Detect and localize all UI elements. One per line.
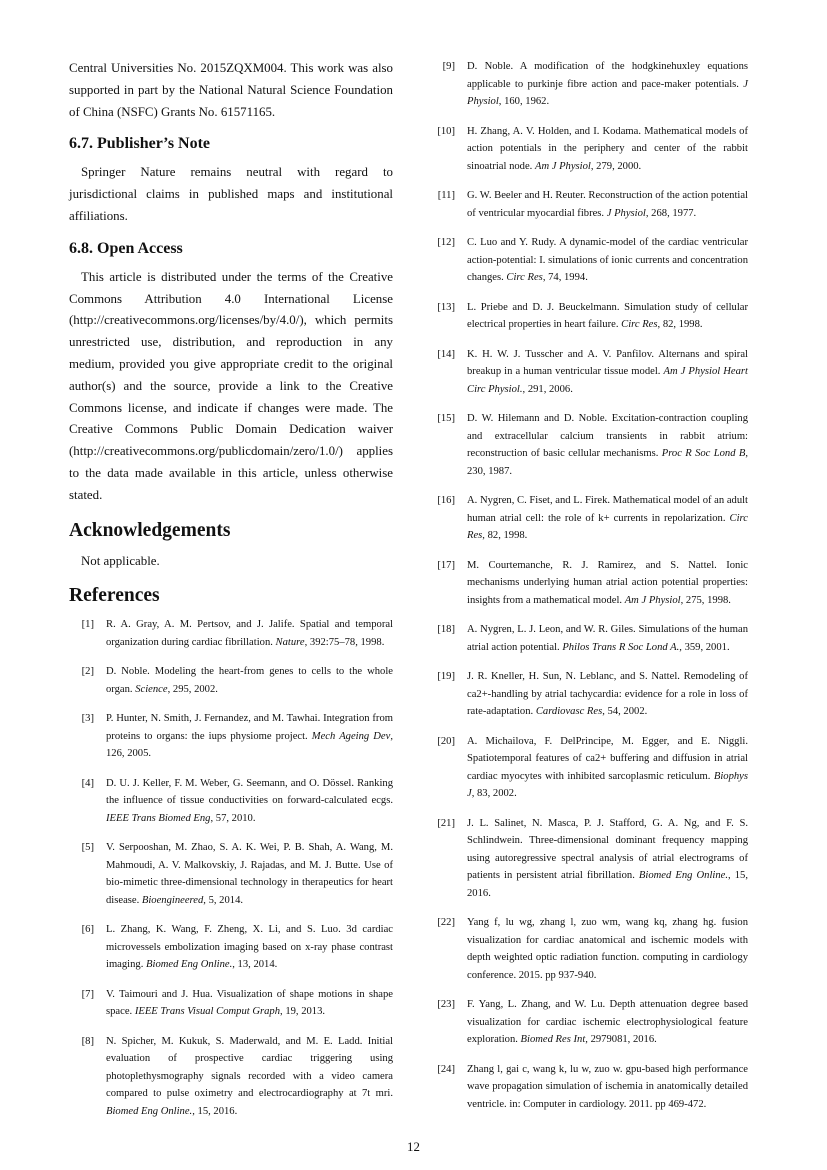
reference-details: , 83, 2002. [471, 788, 517, 799]
reference-details: , 15, 2016. [467, 870, 748, 899]
reference-text: F. Yang, L. Zhang, and W. Lu. Depth attenuation degree based visualization for cardiac ischemic electrophysiological feature exploration. [467, 999, 748, 1045]
reference-number: [14] [437, 348, 455, 360]
reference-number: [7] [81, 988, 94, 1000]
reference-details: , 5, 2014. [203, 894, 244, 906]
reference-journal: Biomed Eng Online. [638, 870, 728, 881]
reference-number: [10] [437, 125, 455, 137]
reference-details: , 359, 2001. [679, 641, 730, 653]
reference-item [425, 815, 748, 903]
reference-number: [3] [81, 713, 94, 725]
reference-details: , 392:75–78, 1998. [304, 636, 385, 648]
reference-item [69, 775, 393, 828]
reference-item [425, 187, 748, 222]
reference-text: J. R. Kneller, H. Sun, N. Leblanc, and S. Nattel. Remodeling of ca2+-handling by atrial tachycardia: evidence for a role in loss of rate-adaptation. [467, 671, 748, 717]
reference-text: D. Noble. A modification of the hodgkinehuxley equations applicable to purkinje fibre action and pace-maker potentials. [467, 61, 748, 90]
reference-journal: Biomed Eng Online. [106, 1105, 193, 1117]
reference-journal: Am J Physiol Heart Circ Physiol. [467, 366, 748, 395]
reference-text: N. Spicher, M. Kukuk, S. Maderwald, and M. E. Ladd. Initial evaluation of prospective cardiac triggering using photoplethysmography signals recorded with a video camera compared to pulse oximetry and electrocardiography at 7t mri. [106, 1035, 393, 1100]
reference-details: , 160, 1962. [498, 96, 550, 107]
reference-number: [17] [437, 559, 455, 571]
reference-journal: J Physiol [467, 78, 748, 107]
reference-text: C. Luo and Y. Rudy. A dynamic-model of the cardiac ventricular action-potential: I. simulations of ionic currents and concentration changes. [467, 237, 748, 283]
reference-text: J. L. Salinet, N. Masca, P. J. Stafford, G. A. Ng, and F. S. Schlindwein. Three-dimensional dominant frequency mapping using autoregressive spectral analysis of atrial electrograms of patients in persistent atrial fibrillation. [467, 817, 748, 881]
reference-number: [12] [437, 237, 455, 248]
reference-item [425, 733, 748, 803]
reference-item [425, 668, 748, 721]
reference-details: , 291, 2006. [522, 383, 573, 395]
reference-journal: Philos Trans R Soc Lond A. [562, 641, 680, 653]
reference-text: H. Zhang, A. V. Holden, and I. Kodama. Mathematical models of action potentials in the periphery and center of the rabbit sinoatrial node. [467, 125, 748, 172]
acknowledgements-heading: Acknowledgements [69, 519, 231, 541]
reference-number: [24] [437, 1063, 455, 1075]
reference-text: A. Michailova, F. DelPrincipe, M. Egger, and E. Niggli. Spatiotemporal features of ca2+ buffering and diffusion in atrial cardiac myocytes with inhibited sarcoplasmic reticulum. [467, 735, 748, 782]
references-list-left [69, 616, 393, 1120]
reference-text: M. Courtemanche, R. J. Ramirez, and S. Nattel. Ionic mechanisms underlying human atrial action potential properties: insights from a mathematical model. [467, 559, 748, 606]
reference-details: , 2979081, 2016. [585, 1034, 657, 1045]
reference-item [425, 914, 748, 984]
acknowledgements-text: Not applicable. [81, 553, 160, 568]
reference-details: , 13, 2014. [232, 959, 278, 971]
reference-text: D. Noble. Modeling the heart-from genes to cells to the whole organ. [106, 666, 393, 695]
reference-text: P. Hunter, N. Smith, J. Fernandez, and M. Tawhai. Integration from proteins to organs: the iups physiome project. [106, 713, 393, 742]
reference-details: , 15, 2016. [192, 1105, 238, 1117]
reference-number: [11] [437, 190, 455, 201]
reference-details: , 295, 2002. [167, 683, 218, 695]
reference-text: V. Taimouri and J. Hua. Visualization of shape motions in shape space. [106, 988, 393, 1018]
reference-journal: Bioengineered [141, 894, 204, 906]
reference-details: , 74, 1994. [542, 272, 588, 283]
reference-item [69, 986, 393, 1021]
reference-details: , 126, 2005. [106, 730, 393, 760]
publishers-note-text: Springer Nature remains neutral with regard to jurisdictional claims in published maps and institutional affiliations. [69, 165, 393, 223]
reference-item [425, 299, 748, 334]
reference-number: [8] [81, 1035, 94, 1047]
reference-journal: Circ Res [467, 512, 748, 541]
reference-item [425, 557, 748, 610]
reference-details: , 19, 2013. [280, 1006, 326, 1018]
reference-number: [16] [437, 495, 455, 506]
reference-number: [18] [437, 624, 455, 635]
reference-details: , 82, 1998. [482, 530, 528, 541]
reference-details: , 82, 1998. [657, 319, 703, 330]
reference-number: [22] [437, 917, 455, 928]
reference-text: D. W. Hilemann and D. Noble. Excitation-contraction coupling and extracellular calcium transients in rabbit atrium: reconstruction of basic cellular mechanisms. [467, 413, 748, 459]
funding-text: Central Universities No. 2015ZQXM004. This work was also supported in part by the National Natural Science Foundation of China (NSFC) Grants No. 61571165. [69, 61, 393, 119]
reference-journal: IEEE Trans Visual Comput Graph [134, 1006, 281, 1018]
reference-item [425, 996, 748, 1049]
reference-journal: Science [135, 683, 168, 695]
reference-journal: Am J Physiol [534, 160, 591, 172]
reference-number: [2] [81, 666, 94, 678]
open-access-heading: 6.8. Open Access [69, 239, 183, 257]
reference-journal: Circ Res [506, 272, 543, 283]
reference-item [425, 621, 748, 656]
reference-journal: Cardiovasc Res [535, 706, 603, 717]
reference-number: [4] [81, 777, 94, 789]
reference-text: A. Nygren, L. J. Leon, and W. R. Giles. Simulations of the human atrial action potential. [467, 624, 748, 653]
reference-journal: J Physiol [606, 207, 646, 219]
reference-item [425, 1061, 748, 1114]
left-column [69, 58, 393, 1132]
reference-details: , 268, 1977. [645, 207, 697, 219]
reference-journal: Biophys J [467, 770, 748, 799]
reference-number: [5] [81, 842, 94, 854]
reference-text: V. Serpooshan, M. Zhao, S. A. K. Wei, P. B. Shah, A. Wang, M. Mahmoudi, A. V. Malkovskiy, J. Rajadas, and M. J. Butte. Use of bio-mimetic three-dimensional technology in therapeutics for heart disease. [106, 842, 393, 906]
reference-item [69, 663, 393, 698]
reference-item [425, 410, 748, 480]
reference-number: [19] [437, 671, 455, 682]
reference-text: L. Priebe and D. J. Beuckelmann. Simulation study of cellular electrical properties in heart failure. [467, 301, 748, 330]
reference-journal: Am J Physiol [624, 594, 681, 606]
reference-item [425, 123, 748, 176]
reference-text: D. U. J. Keller, F. M. Weber, G. Seemann, and O. Dössel. Ranking the influence of tissue conductivities on forward-calculated ecgs. [106, 777, 393, 807]
open-access-text: This article is distributed under the terms of the Creative Commons Attribution 4.0 International License (http://creativecommons.org/licenses/by/4.0/), which permits unrestricted use, distribution, and reproduction in any medium, provided you give appropriate credit to the original author(s) and the source, provide a link to the Creative Commons license, and indicate if changes were made. The Creative Commons Public Domain Dedication waiver (http://creativecommons.org/publicdomain/zero/1.0/) applies to the data made available in this article, unless otherwise stated. [69, 269, 393, 502]
references-heading: References [69, 585, 160, 607]
reference-journal: Mech Ageing Dev [311, 730, 391, 742]
reference-item [69, 616, 393, 651]
reference-item [425, 234, 748, 287]
reference-details: , 57, 2010. [210, 812, 256, 824]
publishers-note-heading: 6.7. Publisher’s Note [69, 135, 211, 153]
reference-journal: Biomed Eng Online. [146, 959, 233, 971]
reference-journal: Nature [275, 636, 305, 648]
reference-details: , 230, 1987. [467, 448, 748, 477]
reference-journal: Biomed Res Int [520, 1034, 586, 1045]
reference-details: , 279, 2000. [590, 160, 642, 172]
reference-details: , 54, 2002. [602, 706, 648, 717]
reference-number: [6] [81, 924, 94, 936]
reference-item [69, 710, 393, 763]
reference-number: [21] [437, 817, 455, 829]
reference-item [425, 346, 748, 399]
reference-number: [23] [437, 999, 455, 1010]
reference-item [425, 492, 748, 545]
reference-number: [13] [437, 301, 455, 313]
reference-details: , 275, 1998. [680, 594, 731, 606]
reference-text: R. A. Gray, A. M. Pertsov, and J. Jalife. Spatial and temporal organization during cardiac fibrillation. [106, 619, 393, 648]
reference-text: K. H. W. J. Tusscher and A. V. Panfilov. Alternans and spiral breakup in a human ventricular tissue model. [467, 348, 748, 377]
reference-journal: Proc R Soc Lond B [661, 448, 746, 459]
page-number: 12 [407, 1140, 420, 1154]
reference-item [69, 921, 393, 974]
reference-text: L. Zhang, K. Wang, F. Zheng, X. Li, and S. Luo. 3d cardiac microvessels embolization imaging based on x-ray phase contrast imaging. [106, 924, 393, 971]
reference-item [69, 1033, 393, 1121]
reference-number: [20] [437, 735, 455, 747]
reference-text: A. Nygren, C. Fiset, and L. Firek. Mathematical model of an adult human atrial cell: the role of k+ currents in repolarization. [467, 495, 748, 524]
references-list-right [425, 58, 748, 1113]
reference-item [425, 58, 748, 111]
reference-text: Zhang l, gai c, wang k, lu w, zuo w. gpu-based high performance wave propagation simulation of ischemia in anatomically detailed ventricle. in: Computer in cardiology. 2011. pp 469-472. [467, 1063, 748, 1110]
reference-item [69, 839, 393, 909]
reference-number: [1] [81, 619, 94, 631]
reference-journal: IEEE Trans Biomed Eng [106, 812, 211, 824]
reference-journal: Circ Res [621, 319, 658, 330]
reference-number: [9] [442, 61, 455, 72]
reference-text: G. W. Beeler and H. Reuter. Reconstruction of the action potential of ventricular myocardial fibres. [467, 190, 748, 219]
reference-number: [15] [437, 413, 455, 424]
reference-text: Yang f, lu wg, zhang l, zuo wm, wang kq, zhang hg. fusion visualization for cardiac anatomical and ischemic models with depth weighted optic radiation function. computing in cardiology conference. 2015. pp 937-940. [467, 917, 748, 981]
right-column [425, 58, 748, 1125]
